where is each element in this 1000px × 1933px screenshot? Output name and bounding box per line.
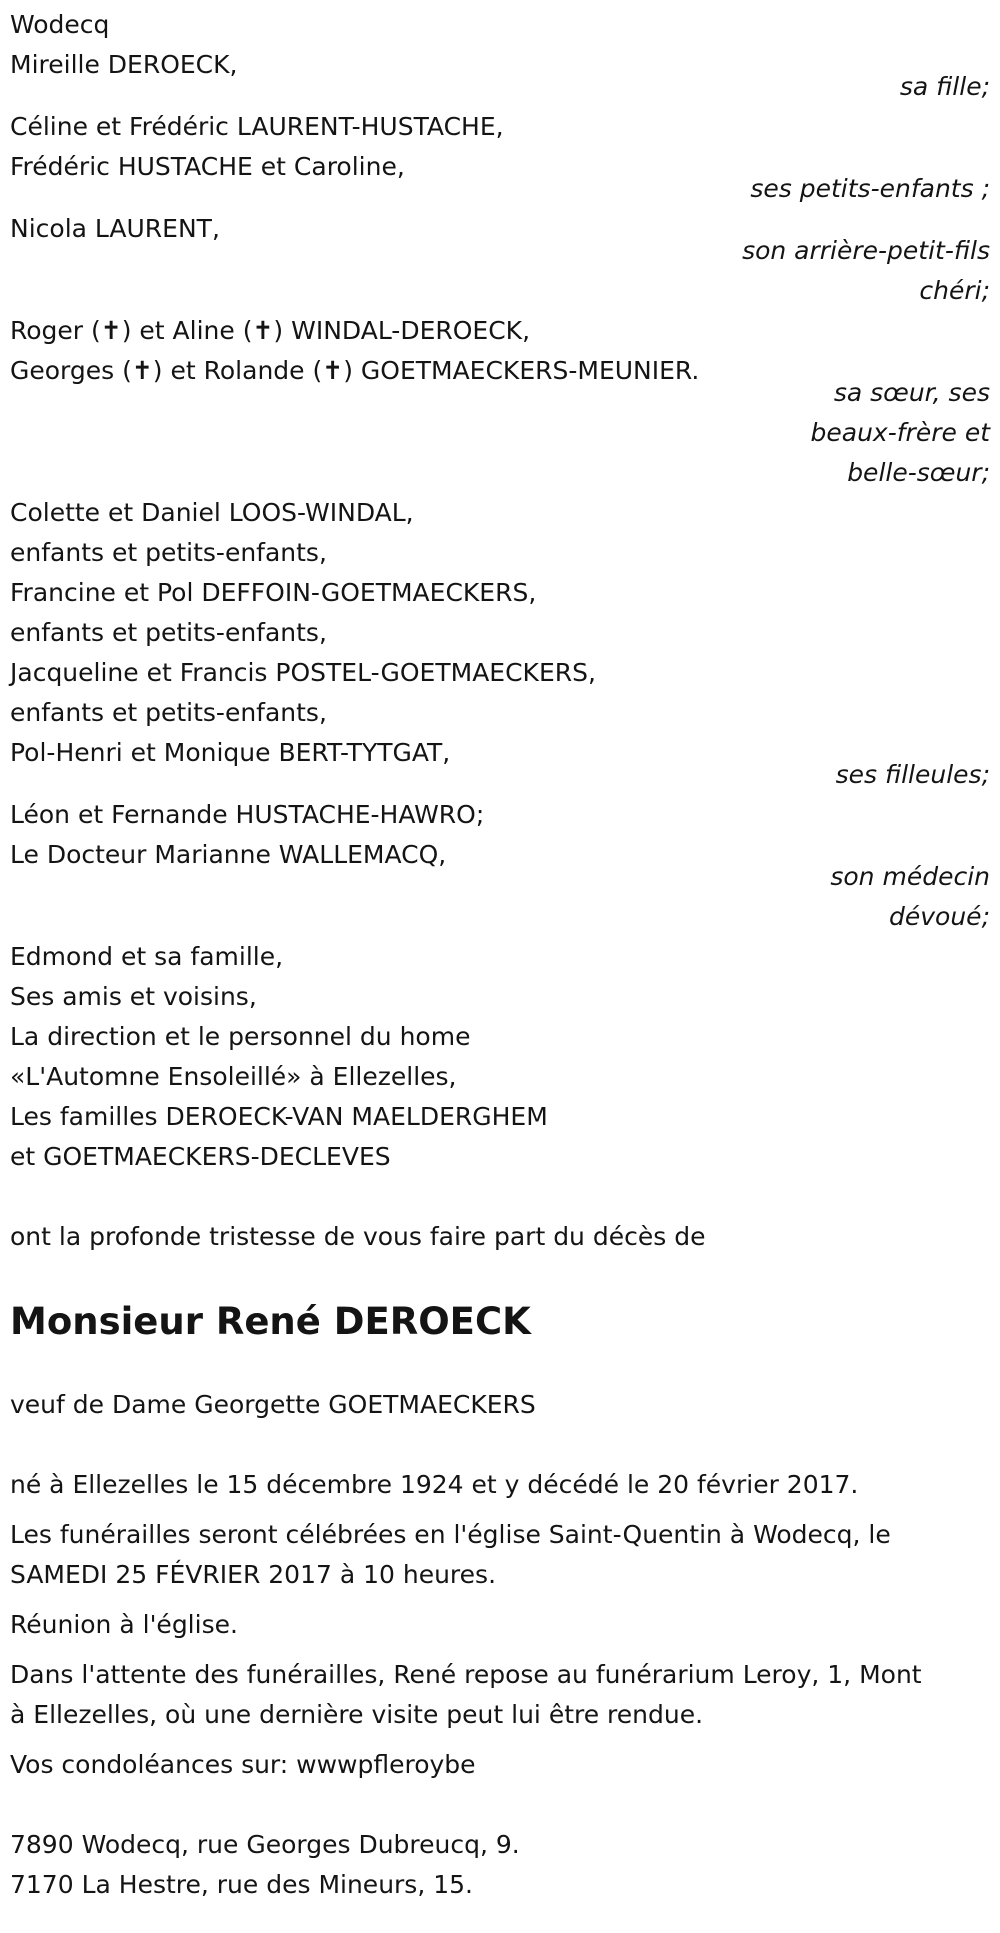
condolences-text: Vos condoléances sur: wwwpfleroybe: [10, 1750, 476, 1779]
family-relation: dévoué;: [889, 902, 990, 931]
resting-text: [10, 1655, 990, 1735]
family-block-great-grandson: [10, 209, 990, 311]
family-relation: son arrière-petit-fils: [742, 236, 990, 265]
family-name-line: et GOETMAECKERS-DECLEVES: [10, 1142, 391, 1171]
family-block-siblings: [10, 311, 990, 493]
family-name-line: Céline et Frédéric LAURENT-HUSTACHE,: [10, 112, 504, 141]
meeting-text: Réunion à l'église.: [10, 1610, 238, 1639]
resting-line: Dans l'attente des funérailles, René repose au funérarium Leroy, 1, Mont: [10, 1660, 922, 1689]
family-name-line: Pol-Henri et Monique BERT-TYTGAT,: [10, 738, 451, 767]
family-block-grandchildren: [10, 107, 990, 209]
resting-line: à Ellezelles, où une dernière visite peut lui être rendue.: [10, 1700, 704, 1729]
family-block-daughter: [10, 45, 990, 107]
deceased-name: Monsieur René DEROECK: [10, 1300, 531, 1343]
family-name-line: Frédéric HUSTACHE et Caroline,: [10, 152, 405, 181]
family-name-line: Nicola LAURENT,: [10, 214, 220, 243]
family-relation: ses petits-enfants ;: [750, 174, 990, 203]
family-name-line: Les familles DEROECK-VAN MAELDERGHEM: [10, 1102, 548, 1131]
family-relation: beaux-frère et: [810, 418, 990, 447]
family-name-line: «L'Automne Ensoleillé» à Ellezelles,: [10, 1062, 457, 1091]
family-name-line: enfants et petits-enfants,: [10, 538, 327, 567]
address-line: 7890 Wodecq, rue Georges Dubreucq, 9.: [10, 1830, 520, 1859]
address-line: 7170 La Hestre, rue des Mineurs, 15.: [10, 1870, 473, 1899]
family-name-line: Jacqueline et Francis POSTEL-GOETMAECKERS,: [10, 658, 596, 687]
family-name-line: Colette et Daniel LOOS-WINDAL,: [10, 498, 414, 527]
deceased-spouse: veuf de Dame Georgette GOETMAECKERS: [10, 1390, 536, 1419]
place-header: Wodecq: [10, 10, 110, 39]
family-name-line: Georges (✝) et Rolande (✝) GOETMAECKERS-MEUNIER.: [10, 356, 700, 385]
family-relation: ses filleules;: [835, 760, 990, 789]
funeral-text: [10, 1515, 990, 1595]
obituary: [10, 5, 990, 1905]
family-name-line: Mireille DEROECK,: [10, 50, 238, 79]
family-name-line: enfants et petits-enfants,: [10, 698, 327, 727]
family-name-line: Roger (✝) et Aline (✝) WINDAL-DEROECK,: [10, 316, 531, 345]
announcement-text: ont la profonde tristesse de vous faire part du décès de: [10, 1222, 706, 1251]
family-relation: belle-sœur;: [847, 458, 990, 487]
funeral-line: Les funérailles seront célébrées en l'église Saint-Quentin à Wodecq, le: [10, 1520, 891, 1549]
family-name-line: Francine et Pol DEFFOIN-GOETMAECKERS,: [10, 578, 537, 607]
addresses: [10, 1825, 990, 1905]
birth-death-text: né à Ellezelles le 15 décembre 1924 et y décédé le 20 février 2017.: [10, 1470, 859, 1499]
family-relation: sa fille;: [899, 72, 990, 101]
family-name-line: enfants et petits-enfants,: [10, 618, 327, 647]
family-name-line: Edmond et sa famille,: [10, 942, 284, 971]
family-relation: sa sœur, ses: [833, 378, 990, 407]
family-block-goddaughters: [10, 493, 990, 795]
family-name-line: Le Docteur Marianne WALLEMACQ,: [10, 840, 447, 869]
family-block-doctor: [10, 795, 990, 937]
family-relation: chéri;: [919, 276, 990, 305]
family-name-line: Ses amis et voisins,: [10, 982, 257, 1011]
family-name-line: La direction et le personnel du home: [10, 1022, 471, 1051]
family-relation: son médecin: [830, 862, 990, 891]
funeral-line: SAMEDI 25 FÉVRIER 2017 à 10 heures.: [10, 1560, 497, 1589]
family-name-line: Léon et Fernande HUSTACHE-HAWRO;: [10, 800, 485, 829]
family-block-others: [10, 937, 990, 1177]
